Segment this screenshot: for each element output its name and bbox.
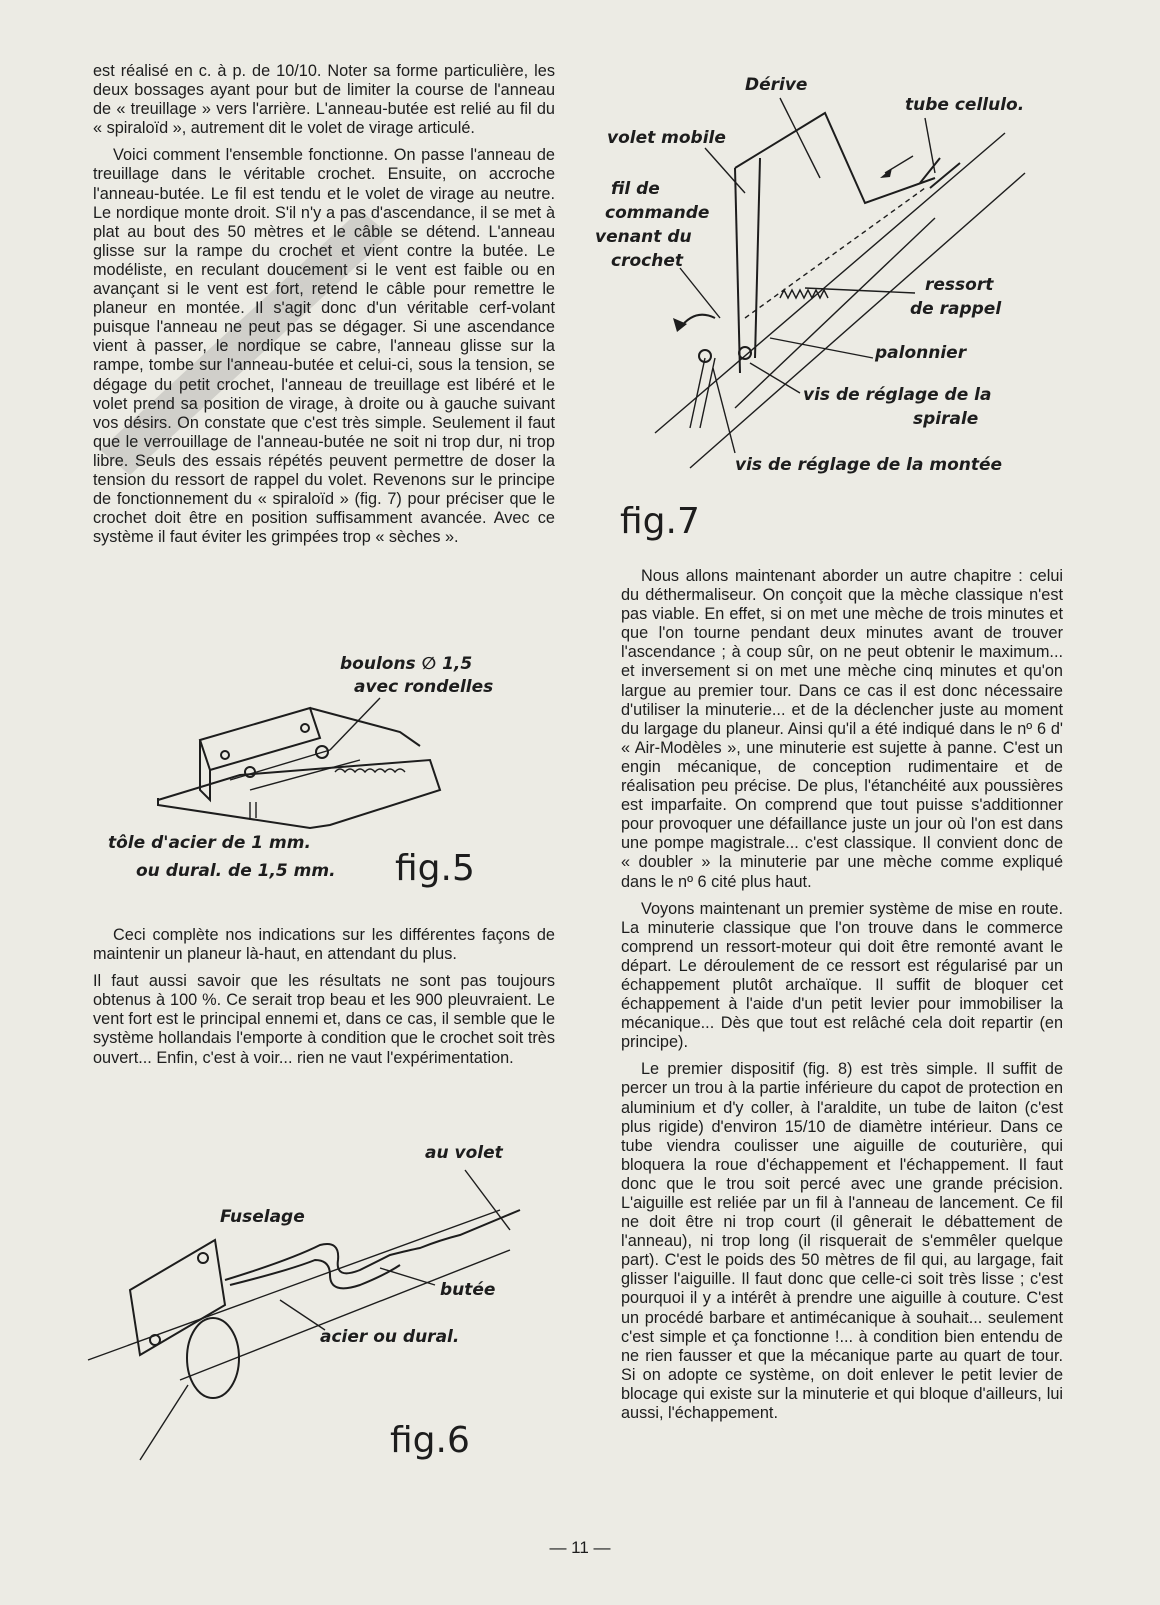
paragraph: Voici comment l'ensemble fonctionne. On passe l'anneau de treuillage dans le véritable crochet. Ensuite, on accroche l'anneau-butée. Le fil est tendu et le volet de virage au neutre. Le nordique monte droit. S'il n'y a pas d'ascendance, il se met à plat au bout des 50 mètres et le câble se détend. L'anneau glisse sur la rampe du crochet et vient contre la butée. Le modéliste, en reculant doucement si le vent est faible ou en avançant si le vent est fort, retend le câble pour remettre le planeur en montée. Il s'agit donc d'un véritable cerf-volant puisque l'anneau ne peut pas se dégager. Si une ascendance vient à passer, le nordique se cabre, l'anneau glisse sur la rampe, tombe sur l'anneau-butée et celui-ci, sous la tension, se dégage du petit crochet, l'anneau de treuillage est libéré et le volet prend sa position de virage, à droite ou à gauche suivant vos désirs. On constate que c'est très simple. Seulement il faut que le verrouillage de l'anneau-butée ne soit ni trop dur, ni trop libre. Seuls des essais répétés peuvent permettre de doser la tension du ressort de rappel du volet. Revenons sur le principe de fonctionnement du « spiraloïd » (fig. 7) pour préciser que le crochet doit être en position suffisamment avancée. Avec ce système il faut éviter les grimpées trop « sèches ». bbox=[93, 146, 555, 547]
fig5-number: fig.5 bbox=[395, 848, 475, 889]
left-column-mid-text bbox=[93, 926, 555, 1076]
paragraph: Le premier dispositif (fig. 8) est très simple. Il suffit de percer un trou à la partie inférieure du capot de protection en aluminium et d'y coller, à l'araldite, un tube de laiton (c'est plus rigide) d'environ 15/10 de diamètre intérieur. Dans ce tube viendra coulisser une aiguille de couturière, qui bloquera la roue d'échappement et l'échappement. Il faut donc que le trou soit percé avec une grande précision. L'aiguille est reliée par un fil à l'anneau de lancement. Ce fil ne doit être ni trop court (il gênerait le débattement de l'anneau), ni trop long (il risquerait de s'emmêler quelque part). C'est le poids des 50 mètres de fil qui, au largage, fait glisser l'aiguille. Il faut donc que celle-ci soit très lisse ; c'est pourquoi il y a intérêt à prendre une aiguille à couture. C'est un procédé barbare et antimécanique à souhait... seulement c'est simple et ça fonctionne !... à condition bien entendu de ne rien fausser et que la mécanique parte au quart de tour. Si on adopte ce système, on doit enlever le petit levier de blocage qui existe sur la minuterie et qui bloque d'ailleurs, lui aussi, l'échappement. bbox=[621, 1060, 1063, 1423]
fig7-label-tube: tube cellulo. bbox=[905, 95, 1025, 115]
page-number: — 11 — bbox=[549, 1538, 611, 1557]
fig7-label-flap: volet mobile bbox=[607, 128, 726, 148]
fig7-label-fin: Dérive bbox=[745, 75, 808, 95]
figure-7 bbox=[595, 68, 1065, 548]
paragraph: est réalisé en c. à p. de 10/10. Noter sa forme particulière, les deux bossages ayant pour but de limiter la course de l'anneau de « treuillage » vers l'arrière. L'anneau-butée est relié au fil du « spiraloïd », autrement dit le volet de virage articulé. bbox=[93, 62, 555, 138]
fig7-label-spiral-screw-1: vis de réglage de la bbox=[803, 385, 992, 405]
fig6-label-fuselage: Fuselage bbox=[220, 1207, 305, 1227]
fig7-label-wire-2: commande bbox=[605, 203, 710, 223]
fig6-label-flap: au volet bbox=[425, 1143, 503, 1163]
fig6-number: fig.6 bbox=[390, 1420, 470, 1461]
fig7-label-wire-3: venant du bbox=[595, 227, 692, 247]
fig7-label-spring-2: de rappel bbox=[910, 299, 1002, 319]
left-column-top-text bbox=[93, 62, 555, 555]
paragraph: Il faut aussi savoir que les résultats ne sont pas toujours obtenus à 100 %. Ce serait trop beau et les 900 pleuvraient. Le vent fort est le principal ennemi et, dans ce cas, il semble que le système hollandais l'emporte à condition que le crochet soit très ouvert... Enfin, c'est à voir... rien ne vaut l'expérimentation. bbox=[93, 972, 555, 1067]
fig6-label-stop: butée bbox=[440, 1280, 496, 1300]
fig7-label-rudder-bar: palonnier bbox=[875, 343, 967, 363]
fig5-label-dural: ou dural. de 1,5 mm. bbox=[136, 861, 336, 881]
figure-5 bbox=[100, 650, 570, 900]
paragraph: Ceci complète nos indications sur les différentes façons de maintenir un planeur là-haut, en attendant du plus. bbox=[93, 926, 555, 964]
fig7-label-climb-screw: vis de réglage de la montée bbox=[735, 455, 1003, 475]
fig5-label-washers: avec rondelles bbox=[354, 677, 494, 697]
figure-6 bbox=[80, 1130, 550, 1490]
fig5-label-bolts: boulons ∅ 1,5 bbox=[340, 654, 473, 674]
paragraph: Nous allons maintenant aborder un autre chapitre : celui du déthermaliseur. On conçoit que la mèche classique n'est pas viable. En effet, si on met une mèche de trois minutes et que l'on tourne pendant deux minutes avant de trouver l'ascendance ; à coup sûr, on ne peut obtenir le maximum... et inversement si on met une mèche cinq minutes et qu'on largue au premier tour. Dans ce cas il est donc nécessaire d'utiliser la minuterie... et de la déclencher juste au moment du largage du planeur. Ainsi qu'il a été indiqué dans le nº 6 d' « Air-Modèles », une minuterie est sujette à panne. C'est un engin mécanique, de conception rudimentaire et de réalisation peu précise. De plus, l'étanchéité aux poussières est imparfaite. On comprend que tout puisse s'additionner pour provoquer une défaillance juste un jour où l'on est dans une pompe magistrale... c'est classique. Il convient donc de « doubler » la minuterie par une mèche comme expliqué dans le nº 6 cité plus haut. bbox=[621, 567, 1063, 891]
right-column-text bbox=[621, 567, 1063, 1431]
fig7-label-wire-1: fil de bbox=[611, 179, 660, 199]
fig5-label-sheet: tôle d'acier de 1 mm. bbox=[108, 833, 311, 853]
fig7-number: fig.7 bbox=[620, 501, 700, 542]
paragraph: Voyons maintenant un premier système de mise en route. La minuterie classique que l'on trouve dans le commerce comprend un ressort-moteur qui doit être remonté avant le départ. Le déroulement de ce ressort est régularisé par un échappement plutôt archaïque. Il suffit de bloquer cet échappement à l'aide d'un petit levier pour immobiliser la mécanique... Dès que tout est relâché cela doit repartir (en principe). bbox=[621, 899, 1063, 1052]
fig7-label-spiral-screw-2: spirale bbox=[913, 409, 979, 429]
fig6-label-steel: acier ou dural. bbox=[320, 1327, 460, 1347]
fig7-label-spring-1: ressort bbox=[925, 275, 994, 295]
fig7-label-wire-4: crochet bbox=[611, 251, 683, 271]
